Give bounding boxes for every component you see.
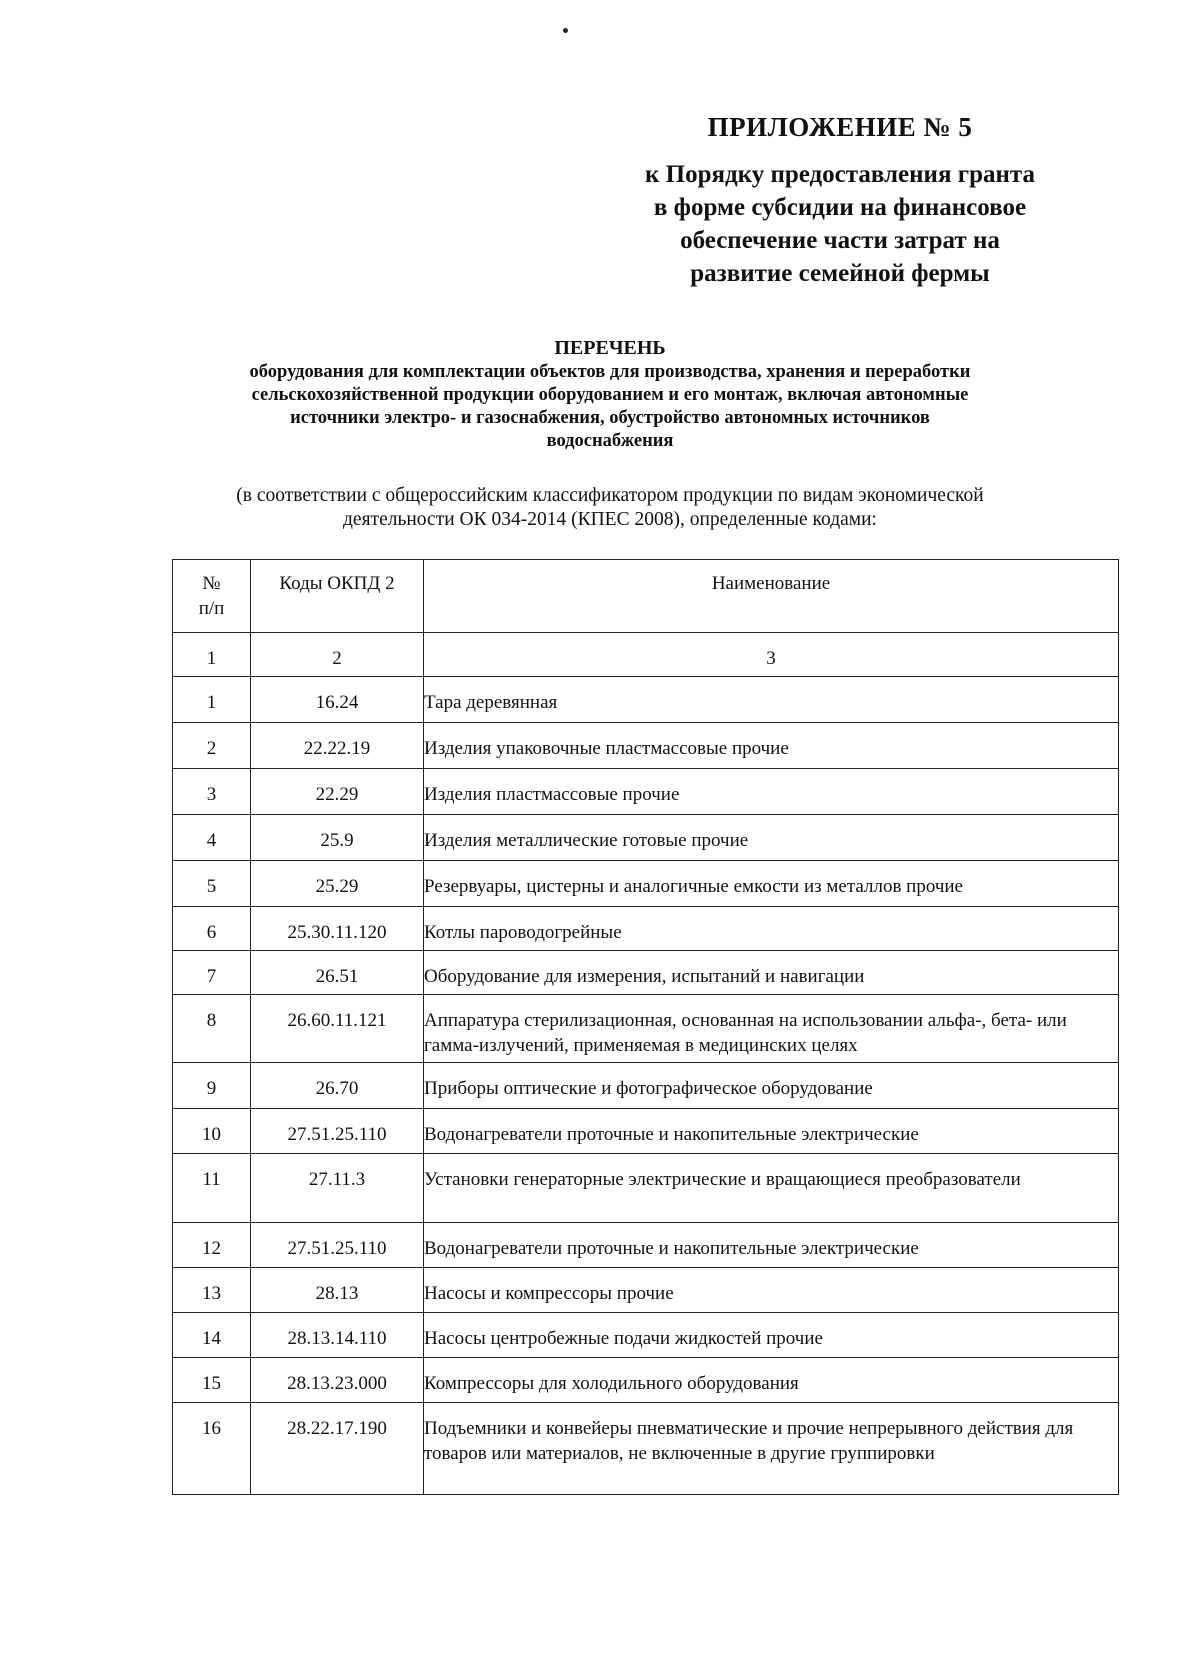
item-name: Изделия пластмассовые прочие: [424, 769, 1119, 815]
header-name: Наименование: [424, 560, 1119, 633]
okpd2-code: 25.29: [251, 861, 424, 907]
equipment-table: [172, 559, 1119, 1495]
okpd2-code: 22.29: [251, 769, 424, 815]
table-row: [173, 1154, 1119, 1223]
table-row: [173, 815, 1119, 861]
appendix-title: ПРИЛОЖЕНИЕ № 5: [707, 112, 973, 142]
okpd2-code: 28.13: [251, 1268, 424, 1313]
table-row: [173, 1403, 1119, 1495]
row-number: 15: [173, 1358, 251, 1403]
header-num-abbr: п/п: [198, 598, 225, 619]
row-number: 3: [173, 769, 251, 815]
header-num-symbol: №: [202, 573, 221, 594]
list-subtitle-line: сельскохозяйственной продукции оборудованием и его монтаж, включая автономные: [251, 385, 969, 405]
list-subtitle-line: водоснабжения: [546, 431, 674, 451]
okpd2-code: 26.70: [251, 1063, 424, 1109]
list-note-line: (в соответствии с общероссийским классификатором продукции по видам экономической: [236, 485, 984, 506]
row-number: 2: [173, 723, 251, 769]
table-row: [173, 1268, 1119, 1313]
row-number: 5: [173, 861, 251, 907]
item-name: Насосы центробежные подачи жидкостей прочие: [424, 1313, 1119, 1358]
row-number: 6: [173, 907, 251, 951]
row-number: 10: [173, 1109, 251, 1154]
list-subtitle: [170, 361, 1050, 453]
okpd2-code: 28.13.14.110: [251, 1313, 424, 1358]
item-name: Приборы оптические и фотографическое оборудование: [424, 1063, 1119, 1109]
appendix-line: развитие семейной фермы: [690, 260, 990, 287]
table-row: [173, 1313, 1119, 1358]
okpd2-code: 22.22.19: [251, 723, 424, 769]
table-header-row: [173, 560, 1119, 633]
row-number: 12: [173, 1223, 251, 1268]
appendix-line: обеспечение части затрат на: [680, 227, 1000, 254]
item-name: Насосы и компрессоры прочие: [424, 1268, 1119, 1313]
item-name: Оборудование для измерения, испытаний и навигации: [424, 951, 1119, 995]
column-number: 1: [173, 633, 251, 677]
appendix-line: к Порядку предоставления гранта: [644, 161, 1035, 188]
item-name: Водонагреватели проточные и накопительные электрические: [424, 1109, 1119, 1154]
okpd2-code: 27.51.25.110: [251, 1223, 424, 1268]
header-num: [173, 560, 251, 633]
item-name: Аппаратура стерилизационная, основанная на использовании альфа-, бета- или гамма-излучений, применяемая в медицинских целях: [424, 995, 1119, 1063]
table-row: [173, 1358, 1119, 1403]
header-code: Коды ОКПД 2: [251, 560, 424, 633]
item-name: Подъемники и конвейеры пневматические и прочие непрерывного действия для товаров или материалов, не включенные в другие группировки: [424, 1403, 1119, 1495]
appendix-reference: [590, 158, 1090, 290]
column-number: 3: [424, 633, 1119, 677]
appendix-line: в форме субсидии на финансовое: [653, 194, 1027, 221]
item-name: Установки генераторные электрические и вращающиеся преобразователи: [424, 1154, 1119, 1223]
row-number: 16: [173, 1403, 251, 1495]
okpd2-code: 27.51.25.110: [251, 1109, 424, 1154]
table-row: [173, 769, 1119, 815]
item-name: Изделия металлические готовые прочие: [424, 815, 1119, 861]
item-name: Резервуары, цистерны и аналогичные емкости из металлов прочие: [424, 861, 1119, 907]
list-title: ПЕРЕЧЕНЬ: [554, 337, 666, 359]
table-row: [173, 1109, 1119, 1154]
column-number: 2: [251, 633, 424, 677]
okpd2-code: 27.11.3: [251, 1154, 424, 1223]
okpd2-code: 26.51: [251, 951, 424, 995]
okpd2-code: 26.60.11.121: [251, 995, 424, 1063]
table-row: [173, 677, 1119, 723]
list-note: [170, 484, 1050, 532]
table-row: [173, 907, 1119, 951]
table-row: [173, 995, 1119, 1063]
list-subtitle-line: источники электро- и газоснабжения, обустройство автономных источников: [290, 408, 930, 428]
okpd2-code: 16.24: [251, 677, 424, 723]
item-name: Тара деревянная: [424, 677, 1119, 723]
table-row: [173, 861, 1119, 907]
row-number: 7: [173, 951, 251, 995]
list-note-line: деятельности ОК 034-2014 (КПЕС 2008), определенные кодами:: [343, 509, 877, 530]
row-number: 13: [173, 1268, 251, 1313]
table-row: [173, 951, 1119, 995]
item-name: Котлы пароводогрейные: [424, 907, 1119, 951]
item-name: Компрессоры для холодильного оборудования: [424, 1358, 1119, 1403]
row-number: 11: [173, 1154, 251, 1223]
table-column-number-row: [173, 633, 1119, 677]
item-name: Водонагреватели проточные и накопительные электрические: [424, 1223, 1119, 1268]
row-number: 8: [173, 995, 251, 1063]
okpd2-code: 25.9: [251, 815, 424, 861]
okpd2-code: 25.30.11.120: [251, 907, 424, 951]
table-row: [173, 1063, 1119, 1109]
okpd2-code: 28.13.23.000: [251, 1358, 424, 1403]
row-number: 1: [173, 677, 251, 723]
row-number: 9: [173, 1063, 251, 1109]
table-row: [173, 723, 1119, 769]
list-subtitle-line: оборудования для комплектации объектов для производства, хранения и переработки: [249, 362, 971, 382]
row-number: 14: [173, 1313, 251, 1358]
okpd2-code: 28.22.17.190: [251, 1403, 424, 1495]
scan-mark-dot: [563, 28, 568, 33]
table-row: [173, 1223, 1119, 1268]
item-name: Изделия упаковочные пластмассовые прочие: [424, 723, 1119, 769]
row-number: 4: [173, 815, 251, 861]
